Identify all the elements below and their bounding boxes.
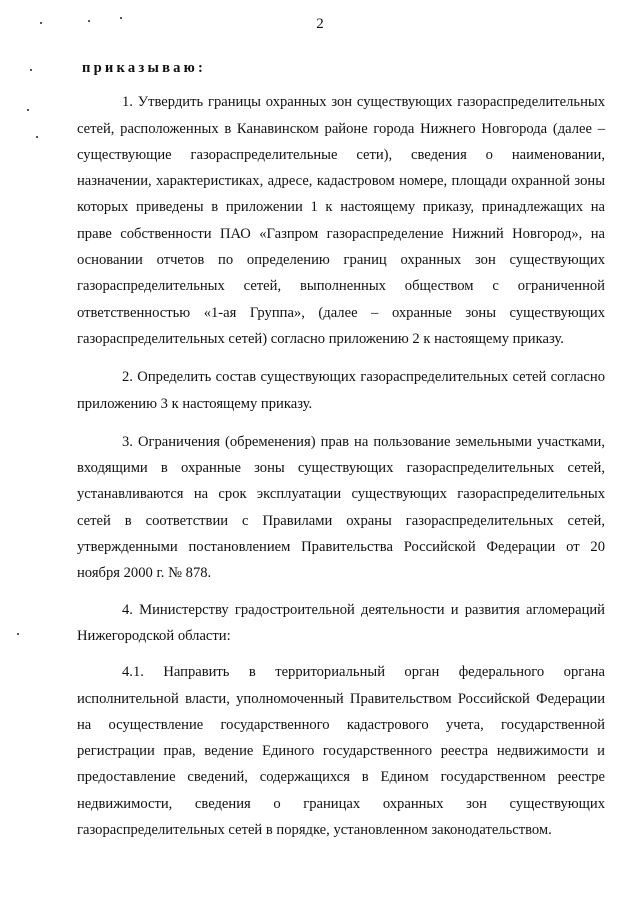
scan-speck — [30, 69, 32, 71]
scan-speck — [27, 109, 29, 111]
page-number: 2 — [316, 16, 324, 32]
paragraph-2: 2. Определить состав существующих газораспределительных сетей согласно приложению 3 к настоящему приказу. — [77, 369, 605, 412]
paragraph-4: 4. Министерству градостроительной деятельности и развития агломераций Нижегородской области: — [77, 601, 605, 644]
scan-speck — [17, 633, 19, 635]
document-body — [77, 55, 605, 843]
paragraph-3: 3. Ограничения (обременения) прав на пользование земельными участками, входящими в охранные зоны существующих газораспределительных сетей, устанавливаются на срок эксплуатации существующих газораспределительных сетей в соответствии с Правилами охраны газораспределительных сетей, утвержденными постановлением Правительства Российской Федерации от 20 ноября 2000 г. № 878. — [77, 433, 605, 582]
order-heading: приказываю: — [82, 60, 207, 76]
scan-speck — [36, 136, 38, 138]
paragraph-4-1: 4.1. Направить в территориальный орган федерального органа исполнительной власти, уполномоченный Правительством Российской Федерации на осуществление государственного кадастрового учета, государственной регистрации прав, ведение Единого государственного реестра недвижимости и предоставление сведений, содержащихся в Едином государственном реестре недвижимости, сведения о границах охранных зон существующих газораспределительных сетей в порядке, установленном законодательством. — [77, 664, 605, 839]
paragraph-1: 1. Утвердить границы охранных зон существующих газораспределительных сетей, расположенных в Канавинском районе города Нижнего Новгорода (далее – существующие газораспределительные сети), сведения о наименовании, назначении, характеристиках, адресе, кадастровом номере, площади охранной зоны которых приведены в приложении 1 к настоящему приказу, принадлежащих на праве собственности ПАО «Газпром газораспределение Нижний Новгород», на основании отчетов по определению границ охранных зон существующих газораспределительных сетей, выполненных обществом с ограниченной ответственностью «1-ая Группа», (далее – охранные зоны существующих газораспределительных сетей) согласно приложению 2 к настоящему приказу. — [77, 94, 605, 347]
